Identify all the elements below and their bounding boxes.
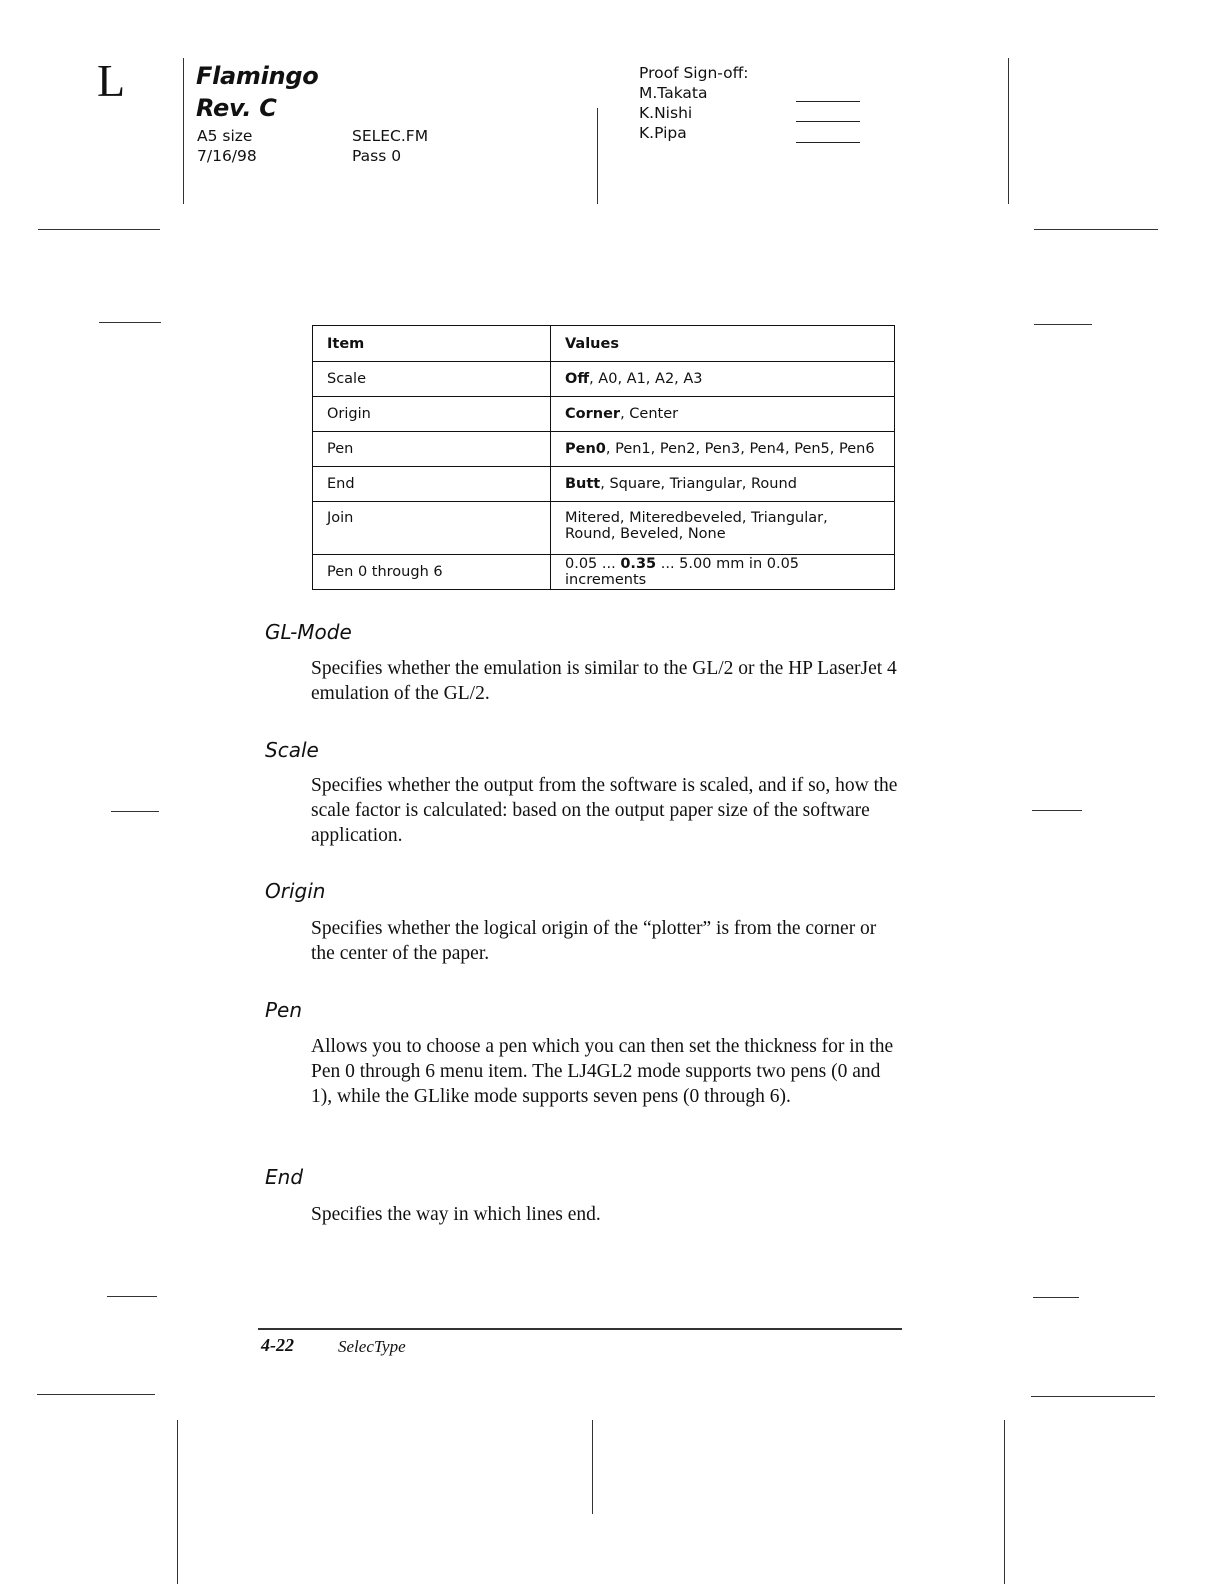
values-cell <box>551 502 895 555</box>
bottom-center-vertical-rule <box>592 1420 593 1514</box>
values-cell <box>551 362 895 397</box>
signature-line <box>796 121 860 122</box>
item-cell: End <box>313 467 551 502</box>
table-row <box>313 502 895 555</box>
section-text-pen: Allows you to choose a pen which you can then set the thickness for in the Pen 0 through 6 menu item. The LJ4GL2 mode supports two pens (0 and 1), while the GLlike mode supports seven pens (0 through 6). <box>311 1036 894 1107</box>
crop-mark-bottom-left <box>37 1394 155 1395</box>
margin-mark-left-2 <box>111 811 159 812</box>
values-cell <box>551 432 895 467</box>
crop-mark-bottom-right <box>1031 1396 1155 1397</box>
column-header-item: Item <box>313 326 551 362</box>
footer-rule <box>258 1328 902 1330</box>
values-cell <box>551 397 895 432</box>
section-heading-gl-mode: GL-Mode <box>265 620 352 644</box>
item-cell: Pen <box>313 432 551 467</box>
range-end: ... 5.00 mm in 0.05 increments <box>565 556 800 588</box>
section-heading-end: End <box>265 1165 304 1189</box>
other-values: , Square, Triangular, Round <box>600 476 797 492</box>
file-name: SELEC.FM <box>352 127 429 145</box>
section-text-origin: Specifies whether the logical origin of the “plotter” is from the corner or the center of the paper. <box>311 918 877 964</box>
doc-revision: Rev. C <box>196 94 277 122</box>
header-left-vertical-rule <box>183 58 184 204</box>
range-start: 0.05 ... <box>565 556 621 572</box>
column-header-values: Values <box>551 326 895 362</box>
settings-table <box>312 325 895 590</box>
margin-mark-right-1 <box>1034 324 1092 325</box>
table-header-row <box>313 326 895 362</box>
default-value: 0.35 <box>620 556 657 572</box>
item-cell: Scale <box>313 362 551 397</box>
bottom-left-vertical-rule <box>177 1420 178 1584</box>
default-value: Pen0 <box>565 441 606 457</box>
page-number: 4-22 <box>261 1335 294 1355</box>
margin-mark-left-3 <box>107 1296 157 1297</box>
paper-size: A5 size <box>197 127 253 145</box>
header-center-vertical-rule <box>597 108 598 204</box>
values-line: Mitered, Miteredbeveled, Triangular, <box>565 510 828 526</box>
section-heading-pen: Pen <box>265 998 303 1022</box>
signature-line <box>796 101 860 102</box>
margin-mark-right-2 <box>1032 810 1082 811</box>
doc-date: 7/16/98 <box>197 147 257 165</box>
doc-title: Flamingo <box>196 62 319 90</box>
values-cell <box>551 467 895 502</box>
crop-mark-top-left <box>38 229 160 230</box>
margin-mark-right-3 <box>1033 1297 1079 1298</box>
header-right-vertical-rule <box>1008 58 1009 204</box>
margin-mark-left-1 <box>99 322 161 323</box>
section-heading-origin: Origin <box>265 879 326 903</box>
item-cell: Origin <box>313 397 551 432</box>
table-row <box>313 397 895 432</box>
table-row <box>313 362 895 397</box>
signer-name: M.Takata <box>639 84 708 102</box>
other-values: , Pen1, Pen2, Pen3, Pen4, Pen5, Pen6 <box>605 441 875 457</box>
section-heading-scale: Scale <box>265 738 319 762</box>
signer-name: K.Nishi <box>639 104 693 122</box>
values-line: Round, Beveled, None <box>565 526 726 542</box>
other-values: , A0, A1, A2, A3 <box>589 371 703 387</box>
other-values: , Center <box>620 406 679 422</box>
crop-mark-top-right <box>1034 229 1158 230</box>
section-text-scale: Specifies whether the output from the software is scaled, and if so, how the scale factor is calculated: based on the output paper size of the software application. <box>311 775 898 846</box>
default-value: Butt <box>565 476 601 492</box>
signature-line <box>796 142 860 143</box>
item-cell: Join <box>313 502 551 555</box>
section-text-end: Specifies the way in which lines end. <box>311 1204 601 1225</box>
corner-letter: L <box>97 55 126 106</box>
signer-name: K.Pipa <box>639 124 687 142</box>
bottom-right-vertical-rule <box>1004 1420 1005 1584</box>
section-text-gl-mode: Specifies whether the emulation is similar to the GL/2 or the HP LaserJet 4 emulation of the GL/2. <box>311 658 897 704</box>
table-row <box>313 432 895 467</box>
table-row <box>313 555 895 590</box>
values-cell <box>551 555 895 590</box>
chapter-name: SelecType <box>338 1337 406 1356</box>
default-value: Corner <box>565 406 621 422</box>
item-cell: Pen 0 through 6 <box>313 555 551 590</box>
default-value: Off <box>565 371 590 387</box>
table-row <box>313 467 895 502</box>
proof-signoff-label: Proof Sign-off: <box>639 64 749 82</box>
pass-number: Pass 0 <box>352 147 402 165</box>
